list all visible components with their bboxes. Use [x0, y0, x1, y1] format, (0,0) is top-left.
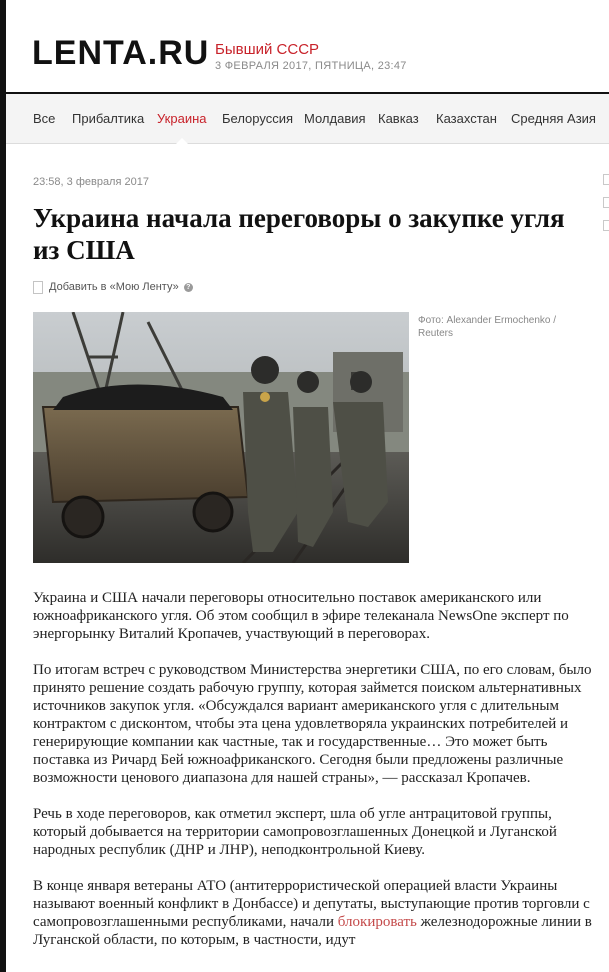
- article-paragraph: Украина и США начали переговоры относительно поставок американского или южноафриканского угля. Об этом сообщил в эфире телеканала NewsOne эксперт по энергорынку Виталий Кропачев, участвующий в переговорах.: [33, 590, 569, 642]
- article-paragraph: [33, 877, 593, 949]
- nav-item-kazakhstan[interactable]: Казахстан: [436, 111, 497, 126]
- nav-item-central-asia[interactable]: Средняя Азия: [511, 111, 596, 126]
- paragraph-text: железнодорожные линии в Луганской области, по которым, в частности, идут: [33, 914, 592, 948]
- article-headline: Украина начала переговоры о закупке угля из США: [33, 203, 565, 265]
- nav-item-baltics[interactable]: Прибалтика: [72, 111, 145, 126]
- article-body: [33, 589, 593, 967]
- side-checkbox[interactable]: [603, 174, 609, 185]
- article-paragraph: Речь в ходе переговоров, как отметил эксперт, шла об угле антрацитовой группы, который добывается на территории самопровозглашенных Донецкой и Луганской народных республик (ДНР и ЛНР), неподконтрольной Киеву.: [33, 806, 557, 858]
- blocking-link[interactable]: блокировать: [337, 914, 417, 930]
- header-date: 3 ФЕВРАЛЯ 2017, ПЯТНИЦА, 23:47: [215, 60, 407, 72]
- site-header: [6, 0, 609, 92]
- side-checkbox-strip: [603, 174, 609, 243]
- region-nav: [6, 94, 609, 144]
- nav-item-moldova[interactable]: Молдавия: [304, 111, 366, 126]
- photo-credit: Фото: Alexander Ermochenko / Reuters: [418, 315, 557, 339]
- nav-item-caucasus[interactable]: Кавказ: [378, 111, 419, 126]
- article-date: 23:58, 3 февраля 2017: [33, 176, 149, 188]
- article-photo: [33, 312, 409, 563]
- nav-item-all[interactable]: Все: [33, 111, 56, 126]
- side-checkbox[interactable]: [603, 197, 609, 208]
- left-edge-bar: [0, 0, 6, 972]
- add-to-feed-label[interactable]: Добавить в «Мою Ленту»: [49, 280, 179, 293]
- side-checkbox[interactable]: [603, 220, 609, 231]
- add-to-my-feed[interactable]: [33, 280, 193, 294]
- article-paragraph: По итогам встреч с руководством Министерства энергетики США, по его словам, было принято решение создать рабочую группу, которая займется поиском альтернативных источников закупок угля. «Обсуждался вариант американского угля с длительным контрактом с дисконтом, чтобы эта цена удовлетворяла украинских потребителей и генерирующие компании как частные, так и государственные… Это может быть поставка из Ричард Бей южноафриканского. Сегодня были предложены различные возможности ценового диапазона для нашей страны», — рассказал Кропачев.: [33, 662, 592, 786]
- site-logo[interactable]: LENTA.RU: [32, 34, 210, 72]
- add-to-feed-checkbox[interactable]: [33, 281, 43, 294]
- section-title-link[interactable]: Бывший СССР: [215, 41, 320, 58]
- nav-item-belarus[interactable]: Белоруссия: [222, 111, 294, 126]
- help-icon[interactable]: ?: [184, 283, 193, 292]
- nav-item-ukraine[interactable]: Украина: [157, 111, 207, 126]
- active-tab-caret: [176, 138, 188, 144]
- coal-miners-photo: [33, 312, 409, 563]
- paragraph-text: В конце января ветераны АТО (антитеррористической операцией власти Украины называют военный конфликт в Донбассе) и депутаты, выступающие против торговли с самопровозглашенными республиками, начали: [33, 878, 590, 930]
